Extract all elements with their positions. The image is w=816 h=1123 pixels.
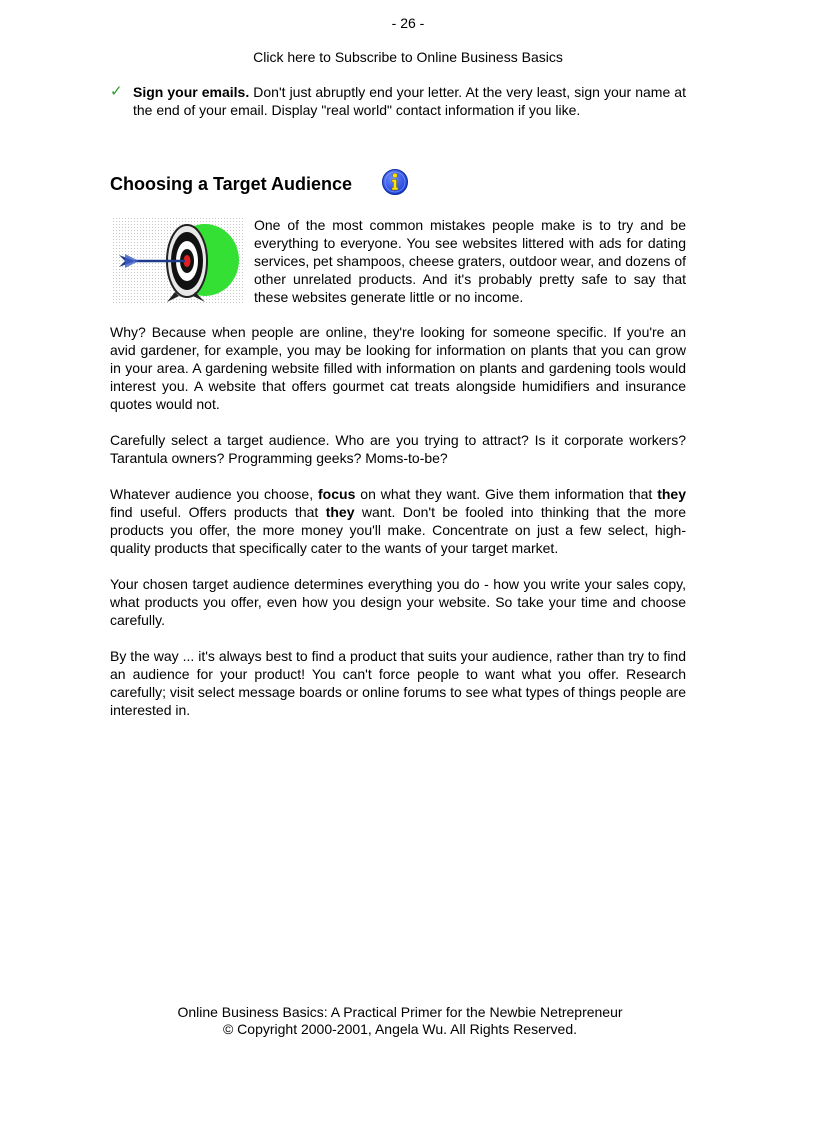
focus-text-4: want. Don't be fooled into thinking that the more products you offer, the more money you'll make. Concentrate on just a few select, high-quality products that specifically cater to the wants of your target market. <box>110 504 686 556</box>
page-number: - 26 - <box>391 15 425 31</box>
checkmark-icon: ✓ <box>110 83 123 100</box>
tip-text <box>133 83 686 119</box>
footer-title: Online Business Basics: A Practical Primer for the Newbie Netrepreneur <box>177 1004 623 1020</box>
focus-bold-they-2: they <box>325 504 355 520</box>
info-icon[interactable] <box>381 168 409 196</box>
by-the-way-paragraph: By the way ... it's always best to find a product that suits your audience, rather than try to find an audience for your product! You can't force people to want what you offer. Research carefully; visit select message boards or online forums to see what types of things people are interested in. <box>110 648 686 718</box>
sign-emails-tip <box>110 83 686 119</box>
focus-text-2: on what they want. Give them information that <box>355 486 658 502</box>
section-heading: Choosing a Target Audience <box>110 174 353 194</box>
tip-body: Don't just abruptly end your letter. At the very least, sign your name at the end of your email. Display "real world" contact information if you like. <box>133 84 686 118</box>
focus-bold-focus: focus <box>318 486 356 502</box>
focus-text-3: find useful. Offers products that <box>110 504 326 520</box>
subscribe-link[interactable]: Click here to Subscribe to Online Business Basics <box>253 49 563 65</box>
select-paragraph: Carefully select a target audience. Who are you trying to attract? Is it corporate workers? Tarantula owners? Programming geeks? Moms-to-be? <box>110 432 686 466</box>
tip-bold: Sign your emails. <box>133 84 250 100</box>
focus-paragraph <box>110 485 686 557</box>
focus-bold-they-1: they <box>657 486 686 502</box>
determines-paragraph: Your chosen target audience determines everything you do - how you write your sales copy, what products you offer, even how you design your website. So take your time and choose carefully. <box>110 576 686 628</box>
footer-copyright: © Copyright 2000-2001, Angela Wu. All Rights Reserved. <box>222 1021 578 1037</box>
why-paragraph: Why? Because when people are online, they're looking for someone specific. If you're an avid gardener, for example, you may be looking for information on plants that you can grow in your area. A gardening website filled with information on plants and gardening tools would interest you. A website that offers gourmet cat treats alongside humidifiers and insurance quotes would not. <box>110 324 686 412</box>
intro-paragraph: One of the most common mistakes people make is to try and be everything to everyone. You see websites littered with ads for dating services, pet shampoos, cheese graters, outdoor wear, and dozens of other unrelated products. And it's probably pretty safe to say that these websites generate little or no income. <box>254 217 686 305</box>
focus-text-1: Whatever audience you choose, <box>110 486 319 502</box>
target-arrow-image <box>113 218 243 304</box>
